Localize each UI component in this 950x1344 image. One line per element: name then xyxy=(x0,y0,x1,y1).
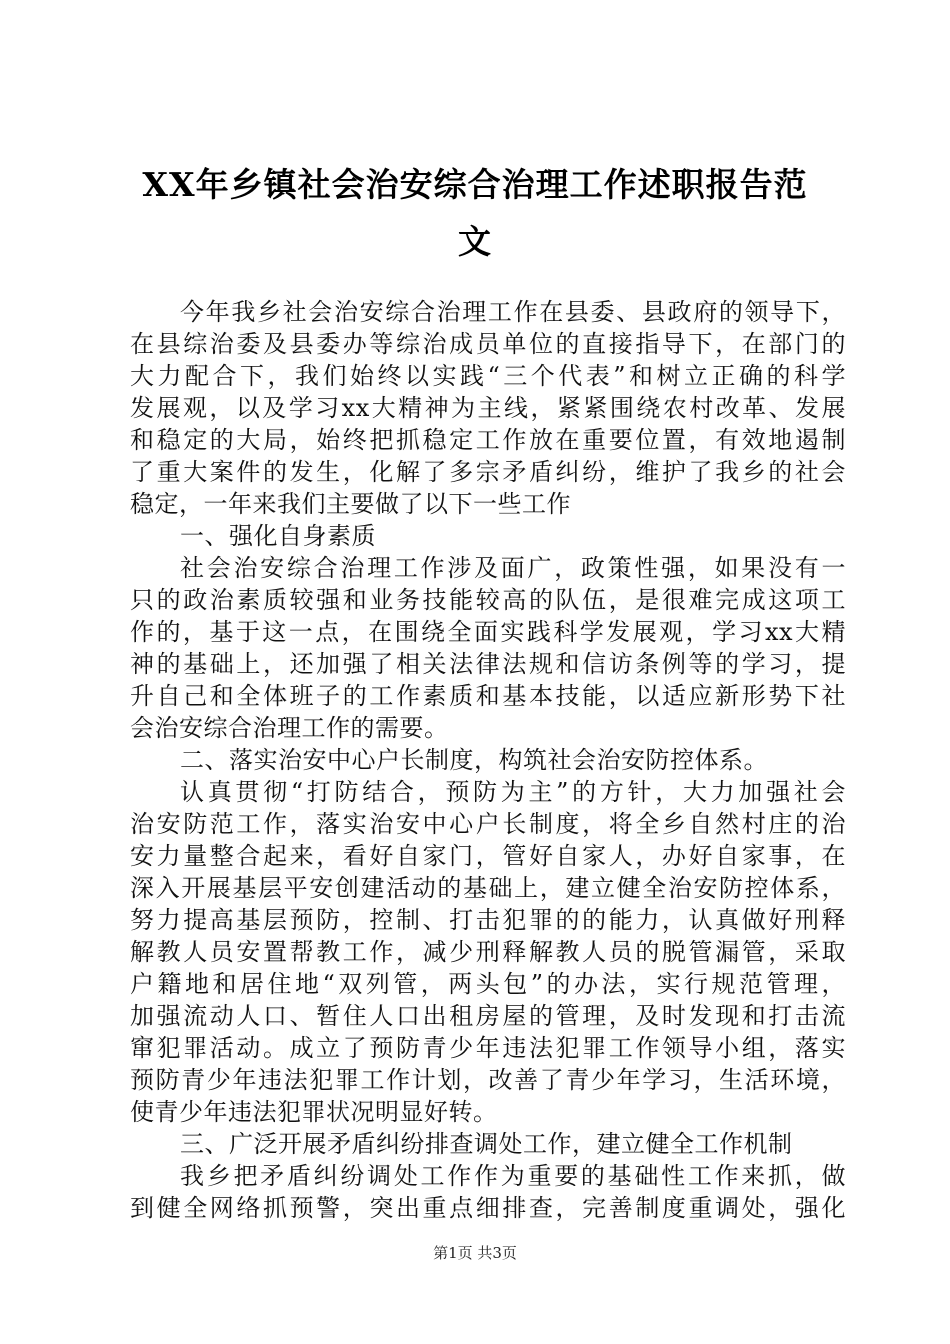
body-text-line: 在县综治委及县委办等综治成员单位的直接指导下，在部门的 xyxy=(130,330,846,358)
document-title-line-2: 文 xyxy=(458,222,492,261)
body-text-line: 只的政治素质较强和业务技能较高的队伍，是很难完成这项工 xyxy=(130,586,846,614)
body-text-line: 今年我乡社会治安综合治理工作在县委、县政府的领导下， xyxy=(180,298,846,326)
document-body xyxy=(130,296,846,1224)
body-text-line: 治安防范工作，落实治安中心户长制度，将全乡自然村庄的治 xyxy=(130,810,846,838)
body-text-line: 会治安综合治理工作的需要。 xyxy=(130,714,449,742)
body-text-line: 和稳定的大局，始终把抓稳定工作放在重要位置，有效地遏制 xyxy=(130,426,846,454)
body-text-line: 了重大案件的发生，化解了多宗矛盾纠纷，维护了我乡的社会 xyxy=(130,458,846,486)
body-text-line: 努力提高基层预防，控制、打击犯罪的的能力，认真做好刑释 xyxy=(130,906,846,934)
body-text-line: 神的基础上，还加强了相关法律法规和信访条例等的学习，提 xyxy=(130,650,846,678)
body-text-line: 稳定，一年来我们主要做了以下一些工作 xyxy=(130,490,571,518)
body-text-line: 到健全网络抓预警，突出重点细排查，完善制度重调处，强化 xyxy=(130,1194,846,1222)
document-title-line-1: XX年乡镇社会治安综合治理工作述职报告范 xyxy=(142,165,808,204)
body-text-line: 大力配合下，我们始终以实践“三个代表”和树立正确的科学 xyxy=(130,362,846,390)
body-text-line: 窜犯罪活动。成立了预防青少年违法犯罪工作领导小组，落实 xyxy=(130,1034,846,1062)
body-text-line: 加强流动人口、暂住人口出租房屋的管理，及时发现和打击流 xyxy=(130,1002,846,1030)
body-text-line: 安力量整合起来，看好自家门，管好自家人，办好自家事，在 xyxy=(130,842,846,870)
body-text-line: 作的，基于这一点，在围绕全面实践科学发展观，学习xx大精 xyxy=(130,618,846,646)
body-text-line: 我乡把矛盾纠纷调处工作作为重要的基础性工作来抓，做 xyxy=(180,1162,846,1190)
body-text-line: 发展观，以及学习xx大精神为主线，紧紧围绕农村改革、发展 xyxy=(130,394,846,422)
body-text-line: 深入开展基层平安创建活动的基础上，建立健全治安防控体系， xyxy=(130,874,846,902)
body-text-line: 三、广泛开展矛盾纠纷排查调处工作，建立健全工作机制 xyxy=(180,1130,793,1158)
body-text-line: 认真贯彻“打防结合，预防为主”的方针，大力加强社会 xyxy=(180,778,846,806)
body-text-line: 一、强化自身素质 xyxy=(180,522,376,550)
body-text-line: 二、落实治安中心户长制度，构筑社会治安防控体系。 xyxy=(180,746,768,774)
body-text-line: 使青少年违法犯罪状况明显好转。 xyxy=(130,1098,498,1126)
body-text-line: 升自己和全体班子的工作素质和基本技能，以适应新形势下社 xyxy=(130,682,846,710)
page-number-footer: 第1页 共3页 xyxy=(433,1244,517,1262)
body-text-line: 户籍地和居住地“双列管，两头包”的办法，实行规范管理， xyxy=(130,970,846,998)
body-text-line: 解教人员安置帮教工作，减少刑释解教人员的脱管漏管，采取 xyxy=(130,938,846,966)
body-text-line: 预防青少年违法犯罪工作计划，改善了青少年学习，生活环境， xyxy=(130,1066,846,1094)
body-text-line: 社会治安综合治理工作涉及面广，政策性强，如果没有一 xyxy=(180,554,846,582)
